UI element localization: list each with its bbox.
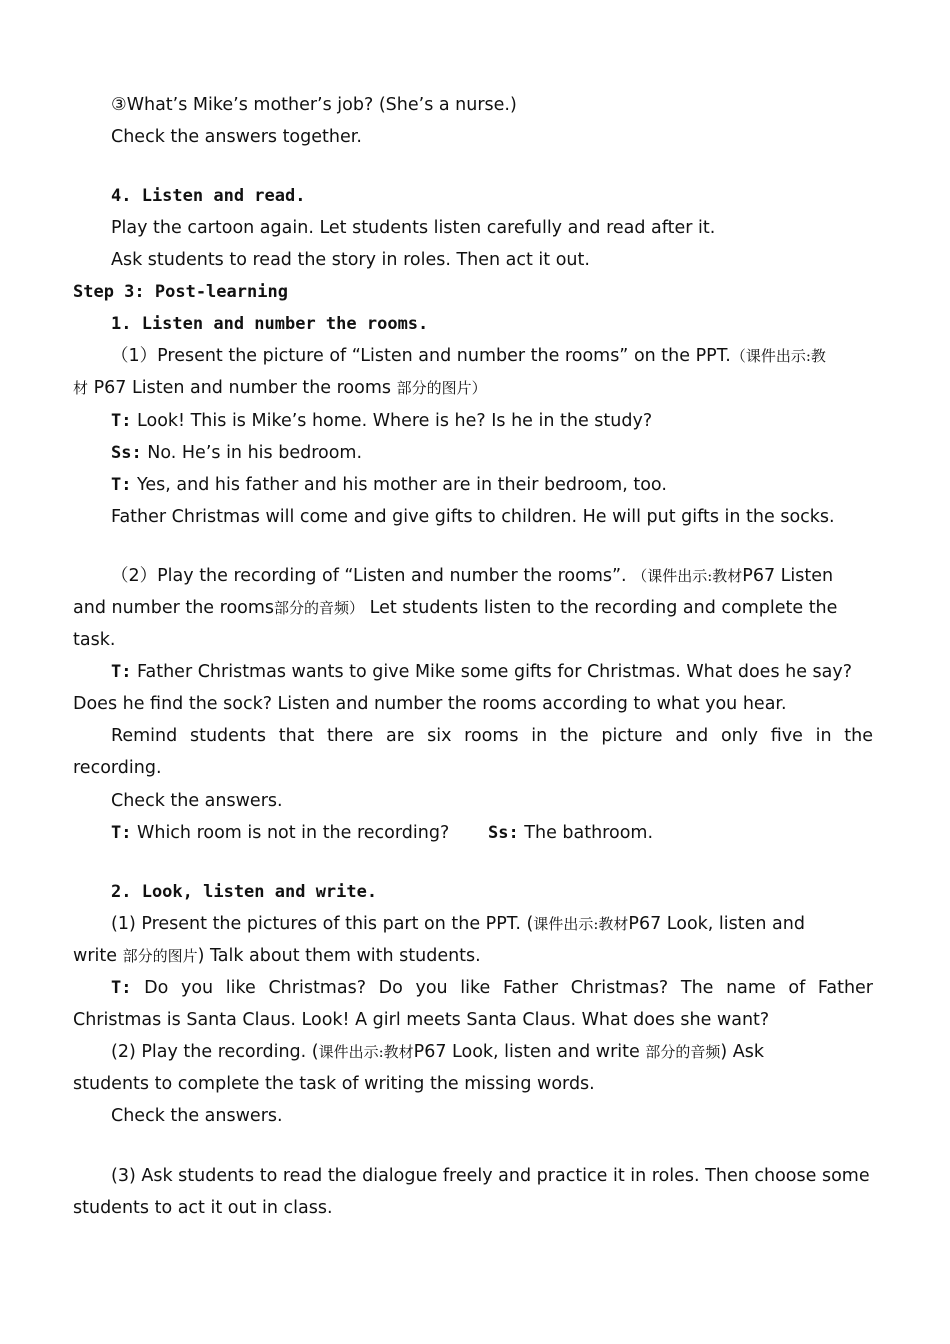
dialogue-line (488, 821, 653, 845)
text-run-cn: 课件出示:教材 (318, 1043, 414, 1061)
text-run-cn: 部分的音频） (274, 599, 365, 617)
paragraph (111, 344, 873, 368)
dialogue-text: Father Christmas wants to give Mike some gifts for Christmas. What does he say? (131, 662, 853, 682)
paragraph (111, 912, 805, 936)
text-run: （1）Present the picture of “Listen and number the rooms” on the PPT. (111, 346, 731, 366)
text-run-cn: （课件出示:教 (730, 347, 826, 365)
speaker-label: T: (111, 411, 132, 431)
step-heading: Step 3: Post-learning (73, 282, 288, 302)
text-run-cn: （课件出示:教材 (632, 567, 743, 585)
paragraph: Check the answers. (111, 1106, 283, 1126)
speaker-label: T: (111, 978, 132, 998)
section-heading-look-listen-write: 2. Look, listen and write. (111, 882, 378, 902)
text-run-cn: 材 (73, 379, 89, 397)
text-run: P67 Look, listen and (628, 914, 805, 934)
dialogue-line (111, 976, 873, 1000)
text-run: (1) Present the pictures of this part on the PPT. ( (111, 914, 534, 934)
paragraph: Christmas is Santa Claus. Look! A girl meets Santa Claus. What does she want? (73, 1010, 770, 1030)
question-3: ③What’s Mike’s mother’s job? (She’s a nurse.) (111, 95, 517, 115)
text-run-cn: 课件出示:教材 (533, 915, 629, 933)
text-run: P67 Look, listen and write (413, 1042, 640, 1062)
section-heading-listen-and-read: 4. Listen and read. (111, 186, 306, 206)
dialogue-line (111, 409, 652, 433)
paragraph: Father Christmas will come and give gifts to children. He will put gifts in the socks. (111, 507, 835, 527)
text-run: (2) Play the recording. ( (111, 1042, 319, 1062)
text-run: Let students listen to the recording and complete the (369, 598, 838, 618)
dialogue-line (111, 441, 362, 465)
dialogue-text: Which room is not in the recording? (131, 823, 450, 843)
text-run: （2）Play the recording of “Listen and number the rooms”. (111, 566, 627, 586)
dialogue-line (111, 660, 852, 684)
paragraph: students to act it out in class. (73, 1198, 333, 1218)
paragraph (73, 944, 481, 968)
speaker-label: Ss: (111, 443, 142, 463)
text-run: write (73, 946, 117, 966)
speaker-label: Ss: (488, 823, 519, 843)
text-run: P67 Listen and number the rooms (93, 378, 392, 398)
dialogue-line (111, 821, 449, 845)
text-run: ) Ask (720, 1042, 764, 1062)
speaker-label: T: (111, 475, 132, 495)
text-run: ) Talk about them with students. (197, 946, 481, 966)
text-run-cn: 部分的图片） (396, 379, 487, 397)
text-run: and number the rooms (73, 598, 275, 618)
paragraph: students to complete the task of writing the missing words. (73, 1074, 595, 1094)
dialogue-line (111, 473, 667, 497)
paragraph (111, 1040, 764, 1064)
paragraph: recording. (73, 758, 162, 778)
dialogue-text: No. He’s in his bedroom. (141, 443, 363, 463)
paragraph: Remind students that there are six rooms in the picture and only five in the (111, 726, 873, 746)
paragraph (111, 564, 833, 588)
text-run-cn: 部分的音频 (645, 1043, 721, 1061)
paragraph (73, 596, 837, 620)
paragraph: (3) Ask students to read the dialogue freely and practice it in roles. Then choose some (111, 1166, 870, 1186)
paragraph: Ask students to read the story in roles. Then act it out. (111, 250, 590, 270)
paragraph: Check the answers together. (111, 127, 362, 147)
text-run-cn: 部分的图片 (122, 947, 198, 965)
paragraph (73, 376, 487, 400)
dialogue-text: The bathroom. (518, 823, 654, 843)
dialogue-text: Yes, and his father and his mother are in their bedroom, too. (131, 475, 667, 495)
speaker-label: T: (111, 662, 132, 682)
dialogue-text: Do you like Christmas? Do you like Father Christmas? The name of Father (131, 978, 873, 998)
paragraph: Does he find the sock? Listen and number the rooms according to what you hear. (73, 694, 787, 714)
text-run: P67 Listen (742, 566, 834, 586)
dialogue-text: Look! This is Mike’s home. Where is he? Is he in the study? (131, 411, 653, 431)
paragraph: Check the answers. (111, 791, 283, 811)
paragraph: Play the cartoon again. Let students listen carefully and read after it. (111, 218, 716, 238)
section-heading-number-rooms: 1. Listen and number the rooms. (111, 314, 429, 334)
paragraph: task. (73, 630, 116, 650)
speaker-label: T: (111, 823, 132, 843)
